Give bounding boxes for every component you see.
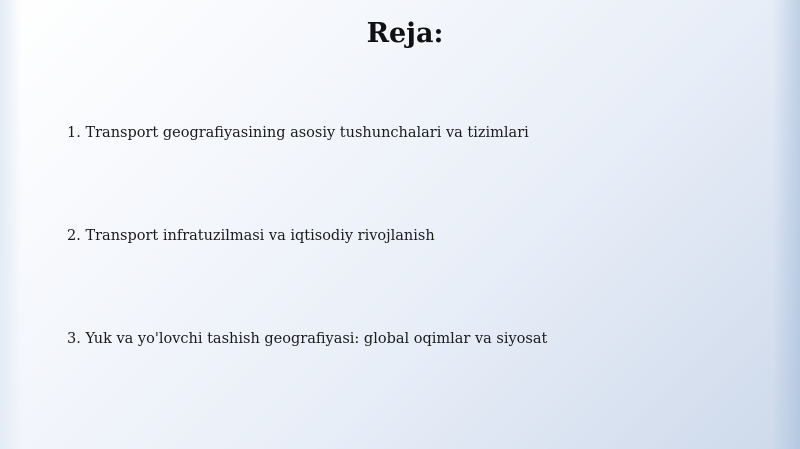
slide-title: Reja: [366, 18, 444, 49]
plan-item-3: 3. Yuk va yo'lovchi tashish geografiyasi: global oqimlar va siyosat [67, 331, 548, 347]
slide-background-right-shade [772, 0, 800, 449]
plan-item-2: 2. Transport infratuzilmasi va iqtisodiy rivojlanish [67, 228, 435, 244]
slide-background-left-shade [0, 0, 22, 449]
plan-item-1: 1. Transport geografiyasining asosiy tushunchalari va tizimlari [67, 125, 529, 141]
